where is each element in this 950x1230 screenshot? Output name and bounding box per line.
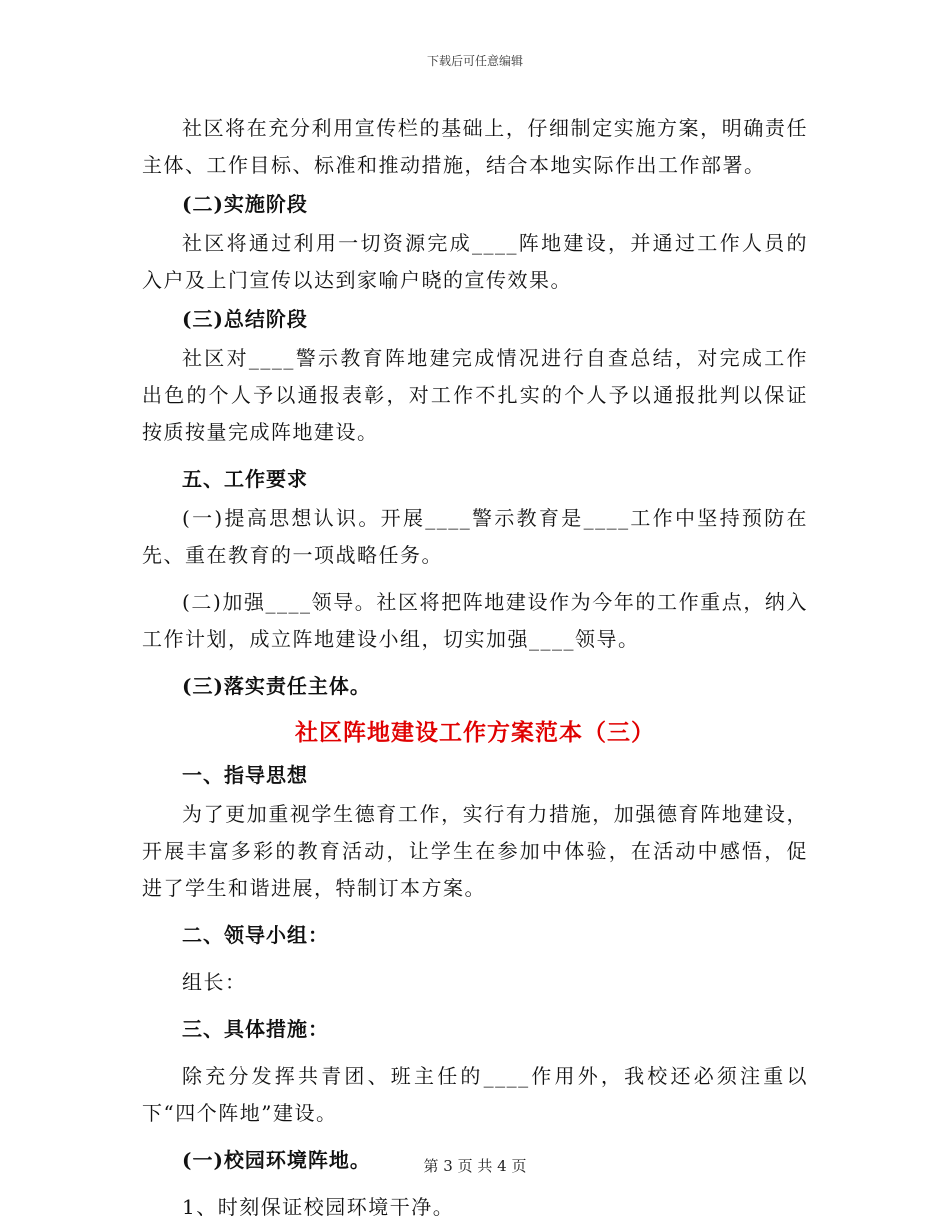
heading-leadership-group: 二、领导小组： xyxy=(182,923,329,947)
section-title: 社区阵地建设工作方案范本（三） xyxy=(295,719,655,746)
paragraph-requirement-1: (一)提高思想认识。开展____警示教育是____工作中坚持预防在先、重在教育的一项战略任务。 xyxy=(142,506,808,567)
document-body xyxy=(142,110,808,1226)
paragraph-requirement-2: (二)加强____领导。社区将把阵地建设作为今年的工作重点，纳入工作计划，成立阵地建设小组，切实加强____领导。 xyxy=(142,590,808,651)
paragraph-campus-clean: 1、时刻保证校园环境干净。 xyxy=(182,1195,455,1219)
heading-guiding-ideology: 一、指导思想 xyxy=(182,763,308,787)
paragraph-plan: 社区将在充分利用宣传栏的基础上，仔细制定实施方案，明确责任主体、工作目标、标准和推动措施，结合本地实际作出工作部署。 xyxy=(142,116,808,177)
heading-implementation-stage: (二)实施阶段 xyxy=(182,192,308,216)
paragraph-guiding-ideology: 为了更加重视学生德育工作，实行有力措施，加强德育阵地建设，开展丰富多彩的教育活动，让学生在参加中体验，在活动中感悟，促进了学生和谐进展，特制订本方案。 xyxy=(142,802,808,900)
heading-responsibility: (三)落实责任主体。 xyxy=(182,674,371,698)
heading-summary-stage: (三)总结阶段 xyxy=(182,307,308,331)
heading-specific-measures: 三、具体措施： xyxy=(182,1017,329,1041)
paragraph-implementation: 社区将通过利用一切资源完成____阵地建设，并通过工作人员的入户及上门宣传以达到家喻户晓的宣传效果。 xyxy=(142,231,808,292)
page-footer: 第 3 页 共 4 页 xyxy=(423,1157,527,1175)
heading-work-requirements: 五、工作要求 xyxy=(182,467,308,491)
heading-campus-environment: (一)校园环境阵地。 xyxy=(182,1148,371,1172)
paragraph-group-leader: 组长： xyxy=(182,970,247,994)
page-header: 下载后可任意编辑 xyxy=(426,54,523,68)
paragraph-measures: 除充分发挥共青团、班主任的____作用外，我校还必须注重以下“四个阵地”建设。 xyxy=(142,1064,808,1125)
paragraph-summary: 社区对____警示教育阵地建完成情况进行自查总结，对完成工作出色的个人予以通报表彰，对工作不扎实的个人予以通报批判以保证按质按量完成阵地建设。 xyxy=(142,346,808,444)
